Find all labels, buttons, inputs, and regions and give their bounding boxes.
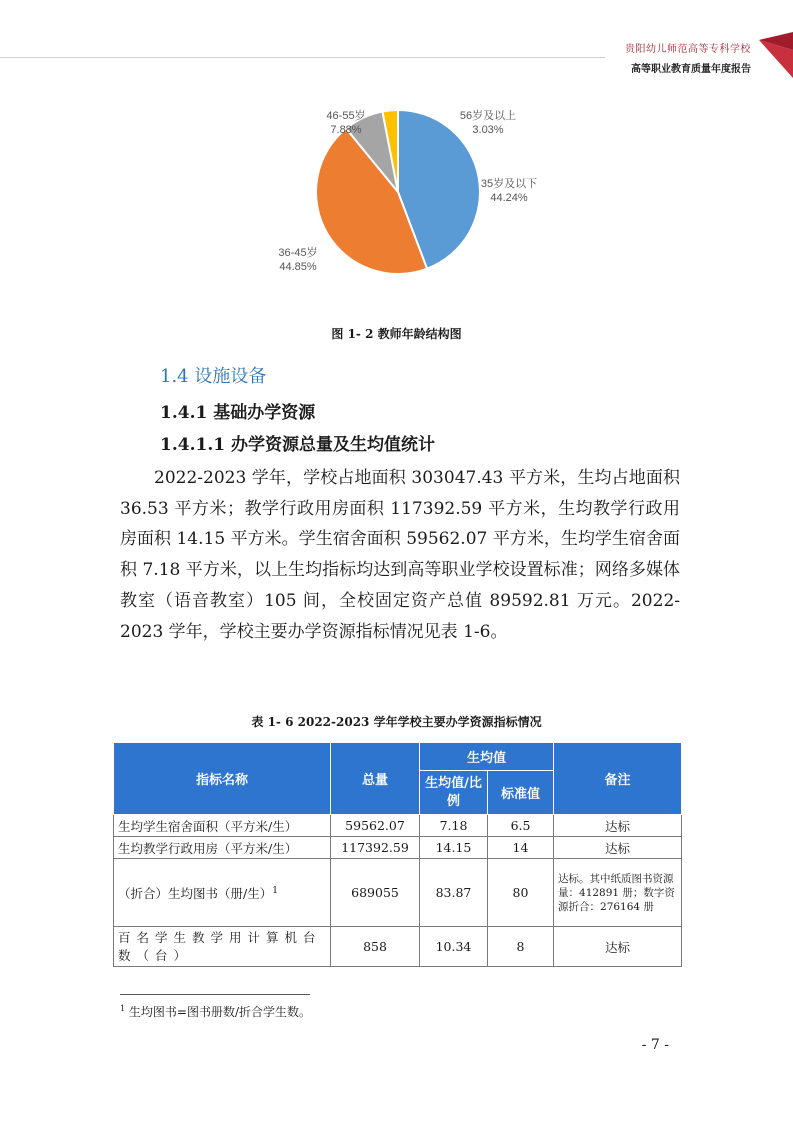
cell-ratio: 7.18	[420, 815, 488, 837]
table-row	[114, 837, 682, 859]
pie-label-46-value: 7.88%	[330, 124, 362, 136]
cell-name-text: （折合）生均图书（册/生）	[118, 885, 273, 901]
table-row	[114, 859, 682, 927]
cell-total: 117392.59	[331, 837, 420, 859]
pie-label-46-name: 46-55岁	[326, 110, 366, 122]
header-report-title: 高等职业教育质量年度报告	[631, 64, 751, 75]
body-paragraph: 2022-2023 学年，学校占地面积 303047.43 平方米，生均占地面积 36.53 平方米；教学行政用房面积 117392.59 平方米，生均教学行政用房面积 14.15 平方米。学生宿舍面积 59562.07 平方米，生均学生宿舍面积 7.18 平方米，以上生均指标均达到高等职业学校设置标准；网络多媒体教室（语音教室）105 间，全校固定资产总值 89592.81 万元。2022-2023 学年，学校主要办学资源指标情况见表 1-6。	[120, 468, 680, 642]
footnote-text: 生均图书=图书册数/折合学生数。	[128, 1005, 312, 1019]
figure-caption: 图 1- 2 教师年龄结构图	[331, 327, 462, 341]
cell-name: 百名学生教学用计算机台数（台）	[114, 927, 331, 967]
cell-standard: 6.5	[488, 815, 554, 837]
header-ribbon-decoration	[755, 30, 793, 80]
pie-label-36-name: 36-45岁	[278, 247, 318, 259]
cell-name: 生均学生宿舍面积（平方米/生）	[114, 815, 331, 837]
cell-standard: 80	[488, 859, 554, 927]
header-ratio: 生均值/比例	[420, 771, 488, 815]
cell-note: 达标。其中纸质图书资源量：412891 册；数字资源折合：276164 册	[554, 859, 682, 927]
pie-label-35-name: 35岁及以下	[480, 178, 538, 190]
pie-label-56-name: 56岁及以上	[459, 110, 517, 122]
pie-label-36-value: 44.85%	[279, 261, 317, 273]
subsection-heading: 1.4.1 基础办学资源	[160, 403, 316, 423]
footnote	[120, 1003, 311, 1020]
header-indicator-name: 指标名称	[114, 743, 331, 815]
header-note: 备注	[554, 743, 682, 815]
footnote-rule	[120, 994, 310, 995]
cell-standard: 8	[488, 927, 554, 967]
cell-total: 689055	[331, 859, 420, 927]
cell-ratio: 83.87	[420, 859, 488, 927]
footnote-ref: 1	[272, 885, 278, 896]
table-caption: 表 1- 6 2022-2023 学年学校主要办学资源指标情况	[251, 715, 542, 729]
pie-label-56-value: 3.03%	[472, 124, 504, 136]
header-school-name: 贵阳幼儿师范高等专科学校	[625, 44, 751, 55]
header-per-student: 生均值	[420, 743, 554, 771]
footnote-mark: 1	[120, 1004, 126, 1013]
cell-ratio: 14.15	[420, 837, 488, 859]
resource-indicators-table	[113, 742, 682, 967]
subsubsection-heading: 1.4.1.1 办学资源总量及生均值统计	[160, 435, 435, 455]
section-heading: 1.4 设施设备	[160, 366, 267, 387]
page-number: - 7 -	[641, 1037, 669, 1053]
cell-note: 达标	[554, 927, 682, 967]
cell-total: 858	[331, 927, 420, 967]
header-rule	[0, 57, 605, 58]
pie-label-35-value: 44.24%	[490, 192, 528, 204]
table-row	[114, 927, 682, 967]
cell-name: 生均教学行政用房（平方米/生）	[114, 837, 331, 859]
cell-standard: 14	[488, 837, 554, 859]
cell-note: 达标	[554, 837, 682, 859]
teacher-age-pie-chart	[250, 100, 570, 290]
table-row	[114, 815, 682, 837]
header-total: 总量	[331, 743, 420, 815]
cell-note: 达标	[554, 815, 682, 837]
cell-name	[114, 859, 331, 927]
cell-ratio: 10.34	[420, 927, 488, 967]
cell-total: 59562.07	[331, 815, 420, 837]
header-standard: 标准值	[488, 771, 554, 815]
